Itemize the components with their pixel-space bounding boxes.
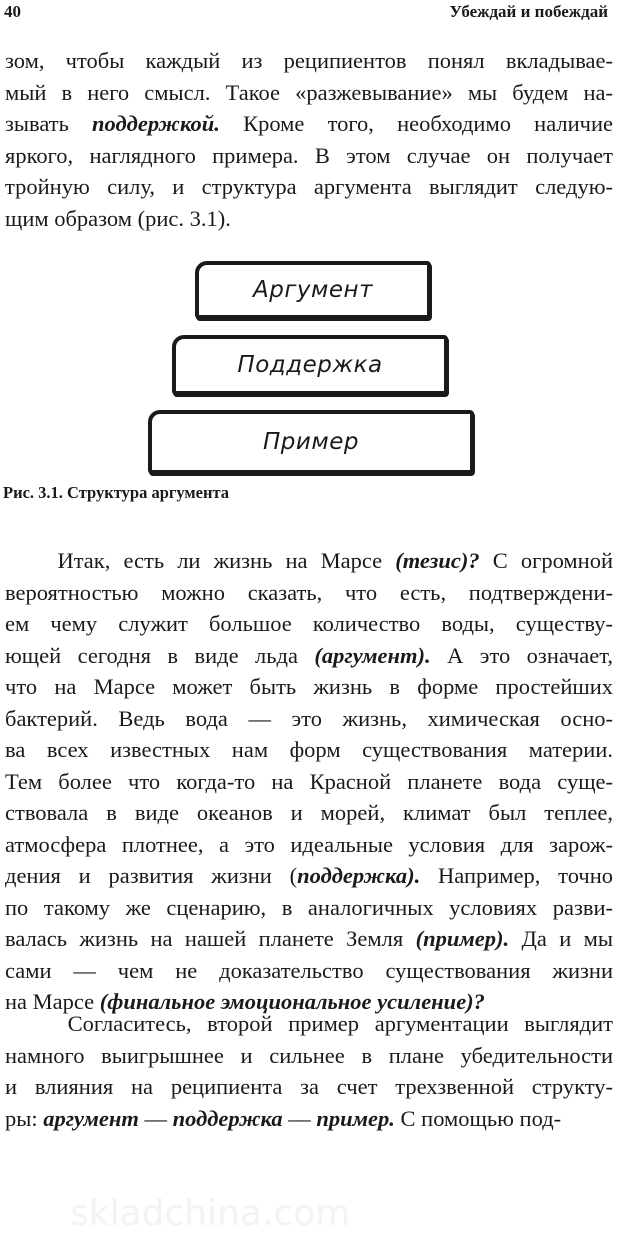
text-line: по такому же сценарию, в аналогичных условиях разви- [5,894,613,920]
text-line: бактерий. Ведь вода — это жизнь, химическая осно- [5,705,613,731]
text-line: Согласитесь, второй пример аргументации выглядит [67,1011,613,1036]
diagram-box-support [172,335,448,395]
text-line: зом, чтобы каждый из реципиентов понял вкладывае- [5,48,613,73]
page-number: 40 [4,2,21,21]
text-line: яркого, наглядного примера. В этом случае он получает [5,142,613,168]
text-line: ва всех известных нам форм существования материи. [5,737,613,762]
box-label: Поддержка [237,352,383,378]
paragraph-conclusion [5,1008,613,1134]
text-line: зывать поддержкой. Кроме того, необходимо наличие [5,111,613,136]
text-line: Тем более что когда-то на Красной планете вода суще- [5,768,613,794]
text-line: щим образом (рис. 3.1). [5,205,231,231]
text-line: и влияния на реципиента за счет трехзвенной структу- [5,1074,613,1099]
text-line: ры: аргумент — поддержка — пример. С помощью под- [5,1105,562,1131]
running-title: Убеждай и побеждай [449,2,608,21]
text-line: дения и развития жизни (поддержка). Например, точно [5,863,613,888]
text-line: вероятностью можно сказать, что есть, подтверждени- [5,579,613,605]
text-line: валась жизнь на нашей планете Земля (пример). Да и мы [5,926,613,951]
diagram-box-argument [195,261,431,319]
text-line: атмосфера плотнее, а это идеальные условия для зарож- [5,831,613,857]
page-header [4,2,608,26]
watermark: skladchina.com [70,1193,351,1234]
text-line: Итак, есть ли жизнь на Марсе (тезис)? С огромной [57,548,613,573]
text-line: намного выигрышнее и сильнее в плане убедительности [5,1042,613,1068]
text-line: на Марсе (финальное эмоциональное усиление)? [5,989,485,1014]
text-line: тройную силу, и структура аргумента выглядит следую- [5,174,613,199]
box-label: Пример [263,429,359,455]
paragraph-mars-example [5,545,613,1018]
text-line: ем чему служит большое количество воды, существу- [5,611,613,636]
text-line: что на Марсе может быть жизнь в форме простейших [5,674,613,699]
paragraph-intro [5,45,613,234]
figure-caption: Рис. 3.1. Структура аргумента [3,483,230,502]
argument-structure-diagram [0,255,620,475]
text-line: мый в него смысл. Такое «разжевывание» мы будем на- [5,79,613,105]
term-support: поддержкой. [92,111,220,136]
text-line: сами — чем не доказательство существования жизни [5,957,613,983]
box-label: Аргумент [253,277,373,303]
text-line: ствовала в виде океанов и морей, климат был теплее, [5,800,613,825]
diagram-box-example [148,410,474,474]
text-line: ющей сегодня в виде льда (аргумент). А это означает, [5,642,614,668]
